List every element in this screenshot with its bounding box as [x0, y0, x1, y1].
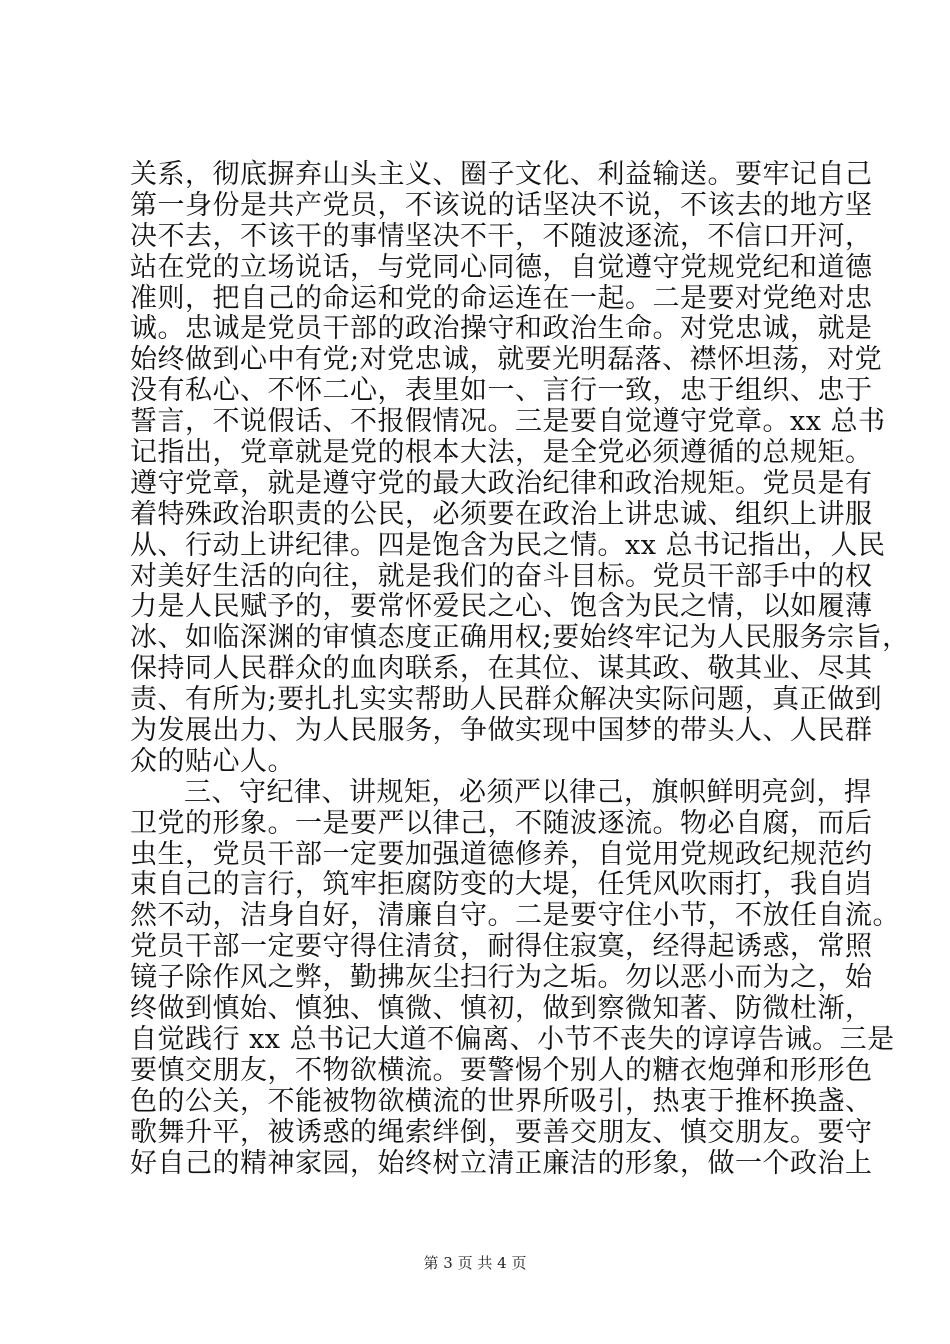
text-line: 歌舞升平，被诱惑的绳索绊倒，要善交朋友、慎交朋友。要守	[130, 1116, 873, 1148]
text-line: 冰、如临深渊的审慎态度正确用权;要始终牢记为人民服务宗旨，	[130, 622, 910, 654]
text-line: 始终做到心中有党;对党忠诚，就要光明磊落、襟怀坦荡，对党	[130, 344, 883, 376]
text-line: 保持同人民群众的血肉联系，在其位、谋其政、敬其业、尽其	[130, 653, 873, 685]
text-line: 没有私心、不怀二心，表里如一、言行一致，忠于组织、忠于	[130, 375, 873, 407]
text-line: 力是人民赋予的，要常怀爱民之心、饱含为民之情，以如履薄	[130, 591, 873, 623]
text-line: 虫生，党员干部一定要加强道德修养，自觉用党规政纪规范约	[130, 838, 873, 870]
text-line: 誓言，不说假话、不报假情况。三是要自觉遵守党章。xx 总书	[130, 406, 886, 438]
text-line: 终做到慎始、慎独、慎微、慎初，做到察微知著、防微杜渐，	[130, 993, 873, 1025]
text-line: 束自己的言行，筑牢拒腐防变的大堤，任凭风吹雨打，我自岿	[130, 869, 873, 901]
text-line: 遵守党章，就是遵守党的最大政治纪律和政治规矩。党员是有	[130, 467, 873, 499]
text-line: 关系，彻底摒弃山头主义、圈子文化、利益输送。要牢记自己	[130, 159, 873, 190]
text-line: 众的贴心人。	[130, 745, 295, 777]
text-line: 诚。忠诚是党员干部的政治操守和政治生命。对党忠诚，就是	[130, 313, 873, 345]
text-line: 第一身份是共产党员，不该说的话坚决不说，不该去的地方坚	[130, 189, 873, 221]
text-line: 要慎交朋友，不物欲横流。要警惕个别人的糖衣炮弹和形形色	[130, 1054, 873, 1086]
text-line: 好自己的精神家园，始终树立清正廉洁的形象，做一个政治上	[130, 1147, 873, 1179]
text-line: 卫党的形象。一是要严以律己，不随波逐流。物必自腐，而后	[130, 807, 873, 839]
text-line: 着特殊政治职责的公民，必须要在政治上讲忠诚、组织上讲服	[130, 498, 873, 530]
text-line: 为发展出力、为人民服务，争做实现中国梦的带头人、人民群	[130, 715, 873, 747]
text-line: 然不动，洁身自好，清廉自守。二是要守住小节，不放任自流。	[130, 900, 900, 932]
text-line: 责、有所为;要扎扎实实帮助人民群众解决实际问题，真正做到	[130, 684, 883, 716]
page-number-footer: 第 3 页 共 4 页	[423, 1254, 527, 1272]
text-line: 色的公关，不能被物欲横流的世界所吸引，热衷于推杯换盏、	[130, 1085, 873, 1117]
text-line: 站在党的立场说话，与党同心同德，自觉遵守党规党纪和道德	[130, 251, 873, 283]
text-line: 从、行动上讲纪律。四是饱含为民之情。xx 总书记指出，人民	[130, 529, 886, 561]
text-line: 自觉践行 xx 总书记大道不偏离、小节不丧失的谆谆告诫。三是	[130, 1023, 895, 1055]
paragraph-start-line: 三、守纪律、讲规矩，必须严以律己，旗帜鲜明亮剑，捍	[184, 776, 872, 808]
text-line: 准则，把自己的命运和党的命运连在一起。二是要对党绝对忠	[130, 282, 873, 314]
document-body	[130, 159, 910, 1179]
text-line: 镜子除作风之弊，勤拂灰尘扫行为之垢。勿以恶小而为之，始	[130, 962, 873, 994]
text-line: 决不去，不该干的事情坚决不干，不随波逐流，不信口开河，	[130, 220, 873, 252]
text-line: 党员干部一定要守得住清贫，耐得住寂寞，经得起诱惑，常照	[130, 931, 873, 963]
text-line: 对美好生活的向往，就是我们的奋斗目标。党员干部手中的权	[130, 560, 873, 592]
text-line: 记指出，党章就是党的根本大法，是全党必须遵循的总规矩。	[130, 437, 873, 469]
